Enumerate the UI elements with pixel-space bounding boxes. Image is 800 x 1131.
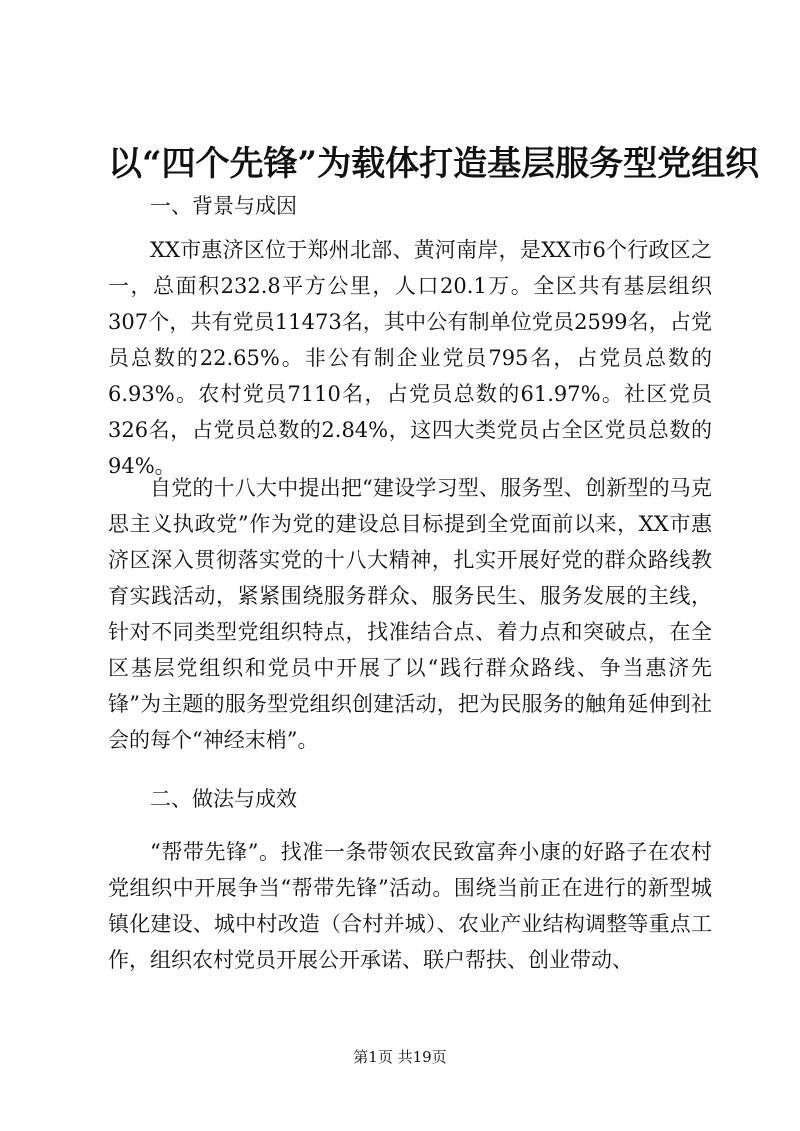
document-title: 以“四个先锋”为载体打造基层服务型党组织 <box>108 144 760 184</box>
paragraph-methods-bangdai: “帮带先锋”。找准一条带领农民致富奔小康的好路子在农村党组织中开展争当“帮带先锋”活动。围绕当前正在进行的新型城镇化建设、城中村改造（合村并城）、农业产业结构调整等重点工作，组织农村党员开展公开承诺、联户帮扶、创业带动、 <box>108 840 712 972</box>
page-footer: 第1页 共19页 <box>353 1048 447 1066</box>
section-heading-background: 一、背景与成因 <box>150 194 297 218</box>
paragraph-background-goal: 自党的十八大中提出把“建设学习型、服务型、创新型的马克思主义执政党”作为党的建设总目标提到全党面前以来，XX市惠济区深入贯彻落实党的十八大精神，扎实开展好党的群众路线教育实践活动，紧紧围绕服务群众、服务民生、服务发展的主线，针对不同类型党组织特点，找准结合点、着力点和突破点，在全区基层党组织和党员中开展了以“践行群众路线、争当惠济先锋”为主题的服务型党组织创建活动，把为民服务的触角延伸到社会的每个“神经末梢”。 <box>108 476 712 752</box>
section-heading-methods: 二、做法与成效 <box>150 787 297 811</box>
paragraph-background-stats: XX市惠济区位于郑州北部、黄河南岸，是XX市6个行政区之一，总面积232.8平方公里，人口20.1万。全区共有基层组织307个，共有党员11473名，其中公有制单位党员2599名，占党员总数的22.65%。非公有制企业党员795名，占党员总数的6.93%。农村党员7110名，占党员总数的61.97%。社区党员326名，占党员总数的2.84%，这四大类党员占全区党员总数的94%。 <box>108 238 712 478</box>
